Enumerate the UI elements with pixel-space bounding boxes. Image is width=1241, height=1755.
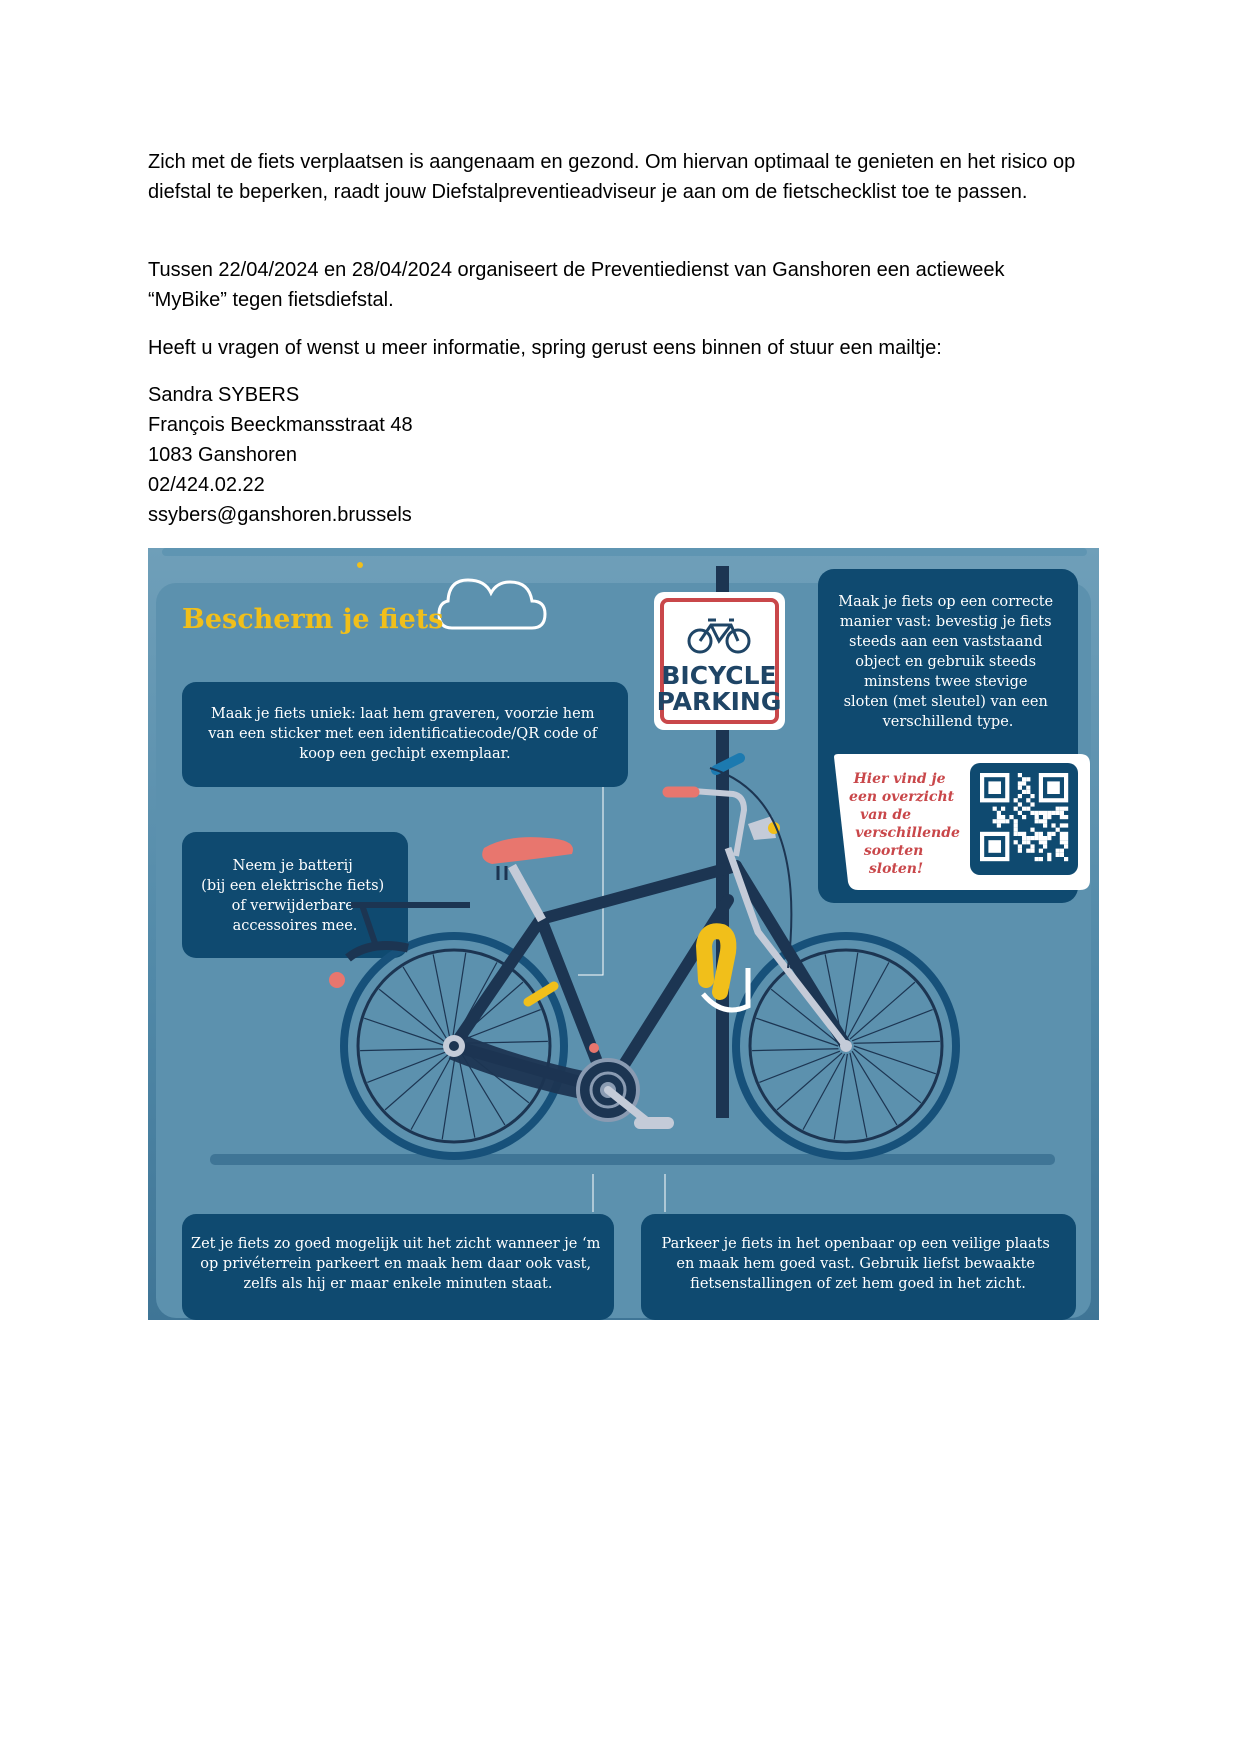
sparkle-dot <box>357 562 363 568</box>
intro-paragraph-1: Zich met de fiets verplaatsen is aangenaam en gezond. Om hiervan optimaal te genieten en het risico op diefstal te beperken, raadt jouw Diefstalpreventieadviseur je aan om de fietschecklist toe te passen. <box>148 151 1076 203</box>
tip-unique-text: Maak je fiets uniek: laat hem graveren, voorzie hem van een sticker met een identificatiecode/QR code of koop een gechipt exemplaar. <box>208 706 598 762</box>
qr-caption: Hier vind je een overzicht van de verschillende soorten sloten! <box>849 771 960 877</box>
tip-lock-text: Maak je fiets op een correcte manier vast: bevestig je fiets steeds aan een vaststaand object en gebruik steeds minstens twee stevige sloten (met sleutel) van een verschillend type. <box>838 594 1054 730</box>
ground-line <box>210 1154 1055 1165</box>
sign-text-parking: PARKING <box>656 687 782 716</box>
tip-private-text: Zet je fiets zo goed mogelijk uit het zicht wanneer je ‘m op privéterrein parkeert en maak hem daar ook vast, zelfs als hij er maar enkele minuten staat. <box>191 1236 601 1292</box>
contact-phone: 02/424.02.22 <box>148 474 265 496</box>
contact-city: 1083 Ganshoren <box>148 444 298 466</box>
contact-street: François Beeckmansstraat 48 <box>148 414 413 436</box>
front-hub <box>840 1040 852 1052</box>
bike-protection-infographic <box>148 548 1099 1320</box>
contact-name: Sandra SYBERS <box>148 384 300 406</box>
rear-light <box>329 972 345 988</box>
infographic-title: Bescherm je fiets <box>182 604 444 635</box>
sign-text-bicycle: BICYCLE <box>661 661 777 690</box>
intro-paragraph-3: Heeft u vragen of wenst u meer informatie, spring gerust eens binnen of stuur een mailtje: <box>148 337 942 359</box>
pedal <box>634 1117 674 1129</box>
top-band <box>162 548 1087 556</box>
contact-email[interactable]: ssybers@ganshoren.brussels <box>148 504 412 526</box>
contact-block <box>148 380 1098 530</box>
tip-public-text: Parkeer je fiets in het openbaar op een veilige plaats en maak hem goed vast. Gebruik liefst bewaakte fietsenstallingen of zet hem goed in het zicht. <box>661 1236 1050 1292</box>
intro-paragraph-2: Tussen 22/04/2024 en 28/04/2024 organiseert de Preventiedienst van Ganshoren een actieweek “MyBike” tegen fietsdiefstal. <box>148 259 1005 311</box>
tip-battery-text: Neem je batterij (bij een elektrische fiets) of verwijderbare accessoires mee. <box>201 858 385 934</box>
